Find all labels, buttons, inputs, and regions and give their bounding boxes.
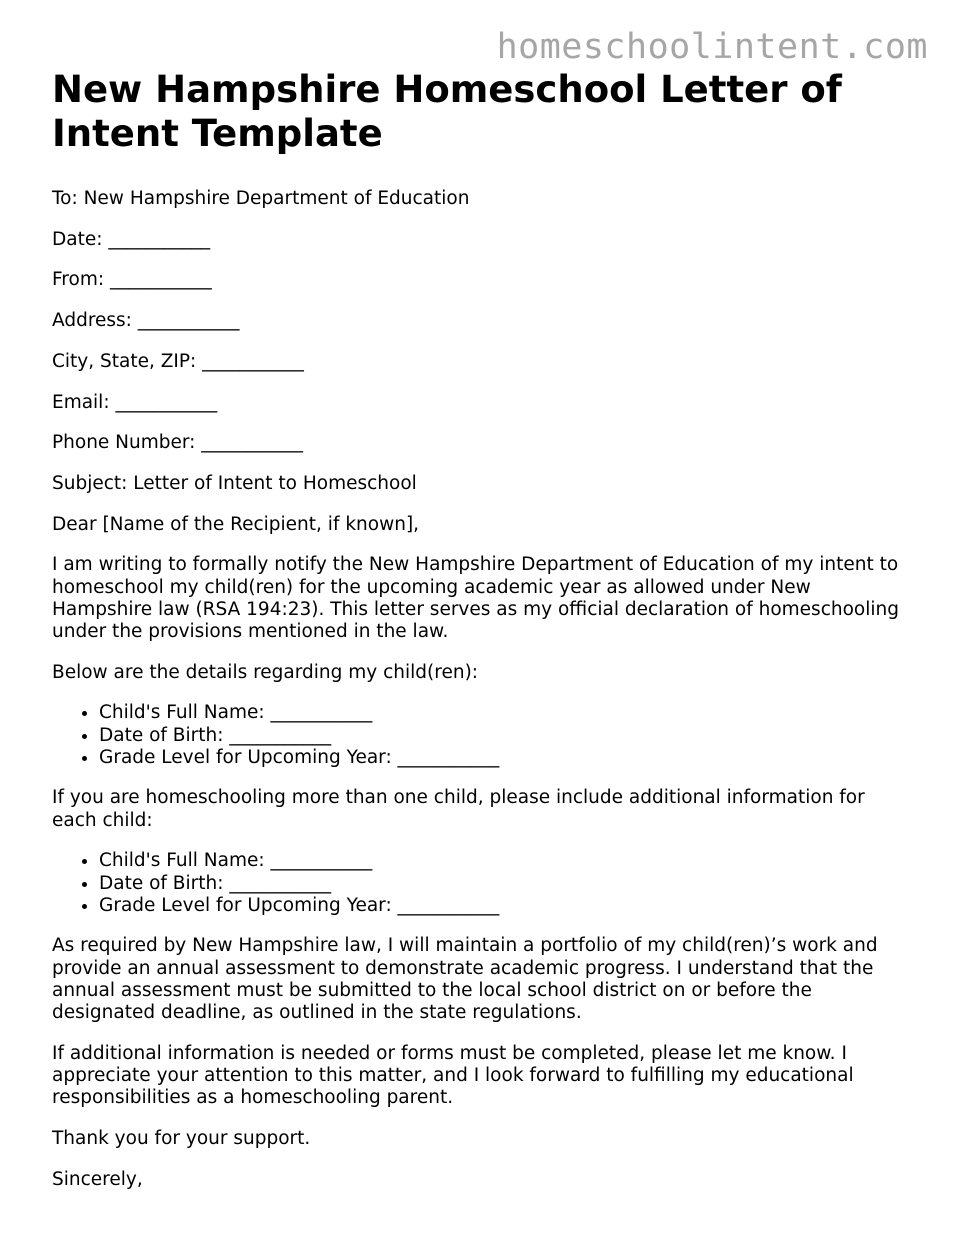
intro-paragraph: I am writing to formally notify the New Hampshire Department of Education of my intent to homeschool my child(ren) for the upcoming academic year as allowed under New Hampshire law (RSA 194:23). This letter serves as my official declaration of homeschooling under the provisions mentioned in the law.: [52, 554, 899, 642]
to-line: To: New Hampshire Department of Education: [52, 188, 470, 209]
additional-child-list: [52, 850, 912, 917]
from-field: From: ___________: [52, 269, 212, 291]
child-name-item: • Child's Full Name: ___________: [99, 702, 912, 724]
additional-child-intro: If you are homeschooling more than one child, please include additional information for each child:: [52, 787, 865, 831]
child-grade-item: • Grade Level for Upcoming Year: ___________: [99, 895, 912, 917]
salutation: Dear [Name of the Recipient, if known],: [52, 513, 420, 535]
phone-field: Phone Number: ___________: [52, 432, 304, 454]
document-title: New Hampshire Homeschool Letter of Intent Template: [52, 68, 842, 155]
letter-document: [52, 68, 912, 1209]
closing-paragraph: If additional information is needed or forms must be completed, please let me know. I appreciate your attention to this matter, and I look forward to fulfilling my educational responsibilities as a homeschooling parent.: [52, 1042, 854, 1109]
signoff-line: Sincerely,: [52, 1168, 143, 1190]
portfolio-paragraph: As required by New Hampshire law, I will maintain a portfolio of my child(ren)’s work and provide an annual assessment to demonstrate academic progress. I understand that the annual assessment must be submitted to the local school district on or before the designated deadline, as outlined in the state regulations.: [52, 935, 878, 1024]
child-name-item: • Child's Full Name: ___________: [99, 850, 912, 872]
child-dob-item: • Date of Birth: ___________: [99, 873, 912, 895]
subject-line: Subject: Letter of Intent to Homeschool: [52, 472, 417, 494]
watermark-text: homeschoolintent.com: [496, 27, 928, 67]
address-field: Address: ___________: [52, 310, 240, 332]
child-grade-item: • Grade Level for Upcoming Year: ___________: [99, 747, 912, 769]
thanks-line: Thank you for your support.: [52, 1127, 311, 1149]
date-field: Date: ___________: [52, 228, 211, 250]
email-field: Email: ___________: [52, 391, 218, 413]
child-details-list: [52, 702, 912, 769]
city-state-zip-field: City, State, ZIP: ___________: [52, 350, 304, 372]
child-dob-item: • Date of Birth: ___________: [99, 725, 912, 747]
details-intro: Below are the details regarding my child(ren):: [52, 661, 479, 683]
